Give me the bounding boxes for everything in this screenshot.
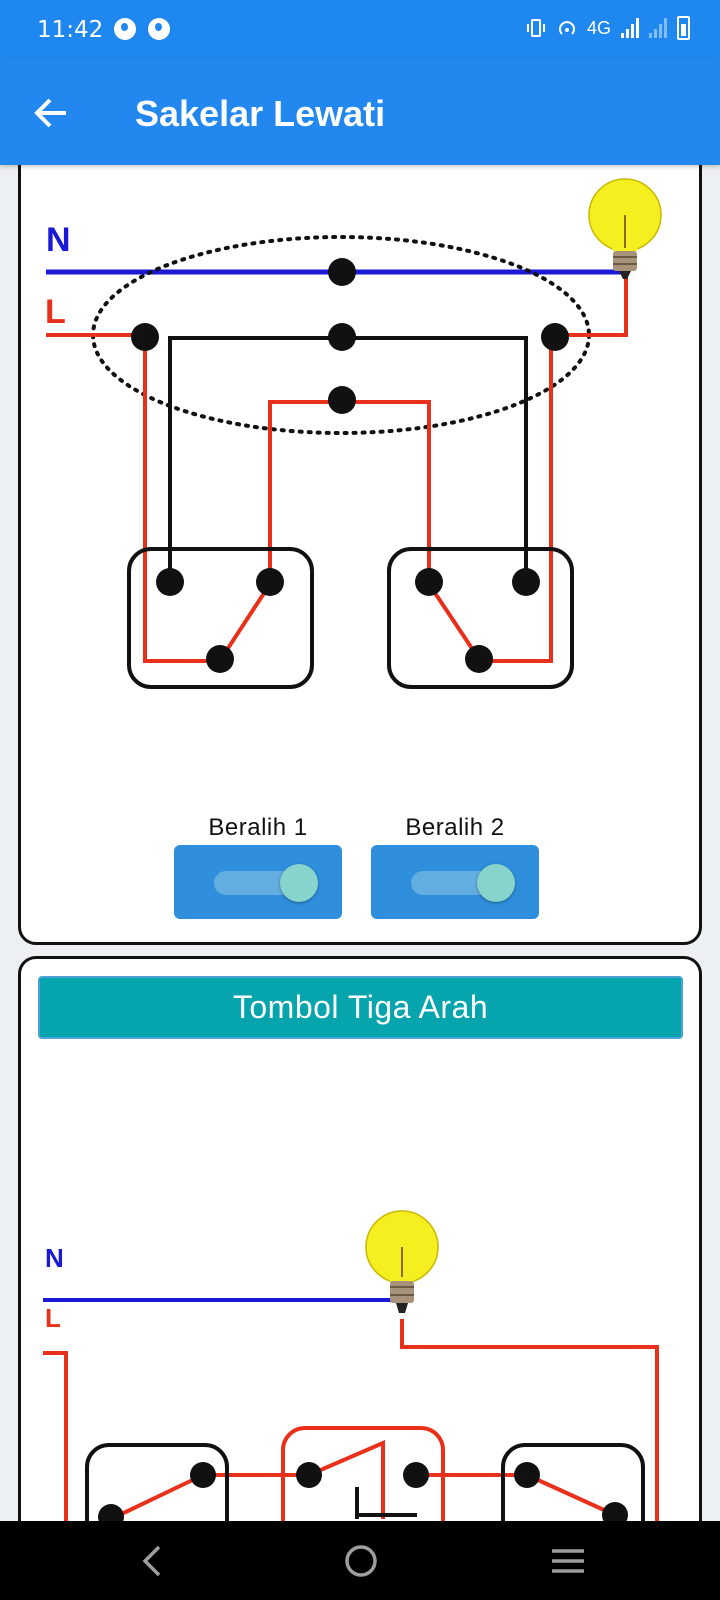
live-wire [46, 335, 220, 661]
pocket-p-icon [148, 18, 170, 40]
light-bulb-icon [589, 179, 661, 279]
terminal-dot [415, 568, 443, 596]
status-time: 11:42 [37, 17, 104, 43]
wiring-diagram-1 [21, 123, 702, 813]
notification-icons [114, 18, 170, 40]
terminal-dot [156, 568, 184, 596]
signal-icon [621, 18, 639, 38]
terminal-dot [131, 323, 159, 351]
section-header: Tombol Tiga Arah [38, 976, 683, 1039]
switch-1-button[interactable] [174, 845, 342, 919]
switch1-lever [221, 584, 270, 659]
terminal-dot [328, 323, 356, 351]
page-title: Sakelar Lewati [135, 93, 386, 134]
switch-2-toggle-thumb[interactable] [477, 864, 515, 902]
system-nav-bar [0, 1521, 720, 1600]
battery-charging-icon [677, 16, 690, 40]
terminal-dot [206, 645, 234, 673]
terminal-dot [465, 645, 493, 673]
terminal-dot [190, 1462, 216, 1488]
live-label: L [45, 293, 66, 331]
terminal-dot [256, 568, 284, 596]
signal-weak-icon [649, 18, 667, 38]
terminal-dot [296, 1462, 322, 1488]
wiring-card-1 [18, 120, 702, 945]
recents-menu-icon[interactable] [546, 1539, 590, 1583]
app-bar [0, 60, 720, 165]
switch-1-label: Beralih 1 [208, 814, 308, 841]
back-triangle-icon[interactable] [131, 1539, 175, 1583]
switch-a-lever [111, 1475, 203, 1519]
light-bulb-icon [366, 1211, 438, 1313]
network-type: 4G [586, 17, 611, 38]
switch-1-toggle-thumb[interactable] [280, 864, 318, 902]
status-bar [0, 0, 720, 60]
terminal-dot [328, 386, 356, 414]
neutral-label: N [46, 221, 71, 259]
switch-c-lever [527, 1475, 615, 1515]
traveler-wire-black [170, 338, 526, 582]
wiring-diagram-2 [21, 959, 702, 1596]
wiring-card-2 [18, 956, 702, 1596]
live-label: L [45, 1303, 61, 1333]
vibrate-icon [525, 18, 547, 38]
switch-2-label: Beralih 2 [405, 814, 505, 841]
home-circle-icon[interactable] [339, 1539, 383, 1583]
system-status-icons [525, 16, 690, 40]
pocket-p-icon [114, 18, 136, 40]
neutral-label: N [45, 1243, 64, 1273]
terminal-dot [328, 258, 356, 286]
hotspot-icon [557, 18, 577, 38]
switch-2-button[interactable] [371, 845, 539, 919]
terminal-dot [512, 568, 540, 596]
terminal-dot [403, 1462, 429, 1488]
terminal-dot [514, 1462, 540, 1488]
terminal-dot [541, 323, 569, 351]
traveler-wire-red [270, 402, 429, 582]
arrow-left-icon[interactable] [28, 90, 74, 136]
